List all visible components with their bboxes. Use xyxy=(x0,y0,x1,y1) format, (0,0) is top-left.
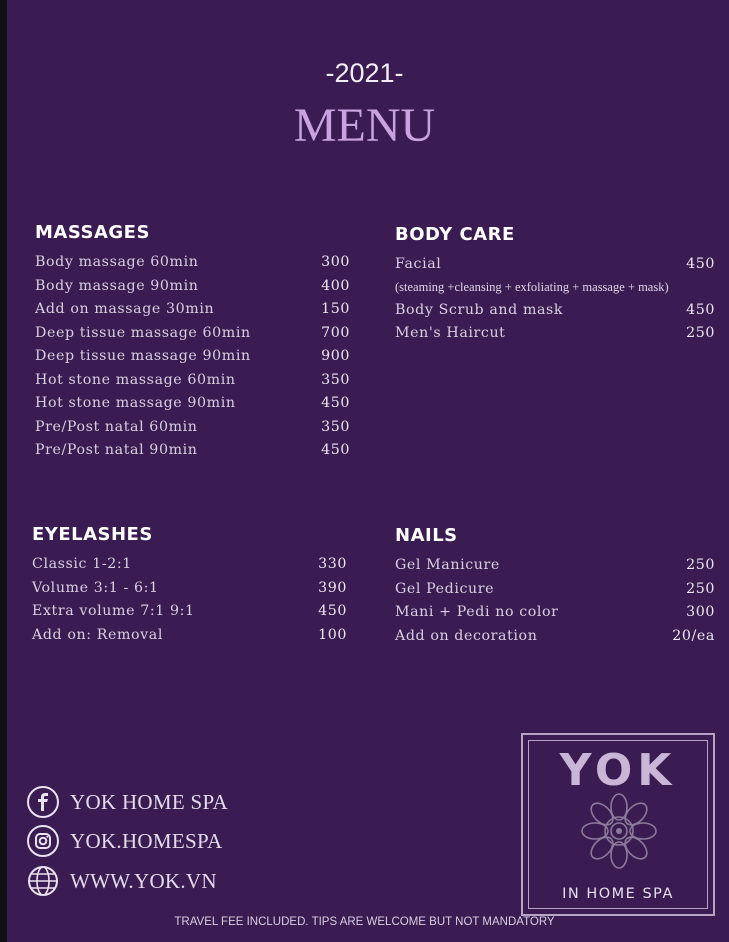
menu-item xyxy=(35,442,350,466)
item-price: 150 xyxy=(321,301,350,317)
nails-section xyxy=(395,525,715,651)
menu-item xyxy=(395,581,715,605)
item-name: Hot stone massage 60min xyxy=(35,371,236,388)
logo-subtitle: IN HOME SPA xyxy=(562,886,674,902)
item-price: 400 xyxy=(321,277,350,294)
menu-item xyxy=(32,603,347,627)
menu-item xyxy=(35,372,350,396)
item-price: 250 xyxy=(686,325,715,341)
item-price: 100 xyxy=(318,626,347,643)
eyelashes-section xyxy=(32,524,347,650)
item-name: Men's Haircut xyxy=(395,325,506,341)
item-name: Pre/Post natal 90min xyxy=(35,442,198,458)
item-price: 450 xyxy=(321,395,350,411)
body-care-section xyxy=(395,224,715,349)
item-price: 300 xyxy=(686,604,715,620)
massages-section xyxy=(35,222,350,466)
website-label: WWW.YOK.VN xyxy=(70,868,217,893)
item-price: 700 xyxy=(321,324,350,341)
item-name: Deep tissue massage 90min xyxy=(35,348,251,364)
body-care-heading: BODY CARE xyxy=(395,224,515,245)
menu-item xyxy=(395,325,715,349)
menu-item xyxy=(395,557,715,581)
item-name: Add on massage 30min xyxy=(35,301,215,317)
item-price: 450 xyxy=(686,301,715,318)
menu-item xyxy=(35,395,350,419)
item-name: Body Scrub and mask xyxy=(395,301,564,318)
social-website[interactable] xyxy=(27,865,217,897)
facial-note: (steaming +cleansing + exfoliating + massage + mask) xyxy=(395,279,669,294)
yok-logo xyxy=(521,733,715,916)
item-price: 450 xyxy=(318,603,347,619)
eyelashes-heading: EYELASHES xyxy=(32,524,153,545)
item-price: 250 xyxy=(686,580,715,597)
menu-item xyxy=(35,348,350,372)
menu-item xyxy=(32,580,347,604)
footer-note: TRAVEL FEE INCLUDED. TIPS ARE WELCOME BUT NOT MANDATORY xyxy=(174,916,555,928)
menu-item xyxy=(35,278,350,302)
item-name: Add on decoration xyxy=(395,627,538,644)
item-price: 330 xyxy=(318,556,347,572)
item-price: 20/ea xyxy=(672,627,715,644)
menu-item xyxy=(35,325,350,349)
item-name: Classic 1-2:1 xyxy=(32,556,132,572)
instagram-label: YOK.HOMESPA xyxy=(70,828,223,853)
massages-heading: MASSAGES xyxy=(35,222,150,243)
social-facebook[interactable] xyxy=(27,786,228,818)
item-name: Deep tissue massage 60min xyxy=(35,324,251,341)
menu-title: MENU xyxy=(293,99,436,152)
social-instagram[interactable] xyxy=(27,825,222,857)
item-name: Pre/Post natal 60min xyxy=(35,418,198,435)
menu-item xyxy=(35,301,350,325)
nails-heading: NAILS xyxy=(395,525,458,546)
facebook-label: YOK HOME SPA xyxy=(70,789,229,814)
menu-item xyxy=(395,628,715,652)
globe-icon xyxy=(27,865,59,897)
menu-item xyxy=(35,254,350,278)
item-name: Add on: Removal xyxy=(32,626,163,643)
menu-item xyxy=(32,556,347,580)
menu-item xyxy=(32,627,347,651)
item-name: Body massage 60min xyxy=(35,254,199,270)
item-name: Volume 3:1 - 6:1 xyxy=(32,579,159,596)
menu-item xyxy=(395,256,715,280)
item-name: Gel Pedicure xyxy=(395,580,495,597)
facebook-icon xyxy=(27,786,59,818)
item-price: 250 xyxy=(686,557,715,573)
menu-item xyxy=(395,302,715,326)
item-price: 450 xyxy=(321,442,350,458)
item-price: 450 xyxy=(686,256,715,272)
item-name: Body massage 90min xyxy=(35,277,199,294)
item-price: 300 xyxy=(321,254,350,270)
item-price: 900 xyxy=(321,348,350,364)
item-name: Gel Manicure xyxy=(395,557,500,573)
item-price: 350 xyxy=(321,371,350,388)
instagram-icon xyxy=(27,825,59,857)
item-name: Hot stone massage 90min xyxy=(35,395,236,411)
item-price: 390 xyxy=(318,579,347,596)
menu-item xyxy=(395,604,715,628)
mandala-icon xyxy=(581,793,657,869)
menu-item xyxy=(35,419,350,443)
item-name: Mani + Pedi no color xyxy=(395,604,559,620)
menu-year: -2021- xyxy=(325,58,404,88)
item-name: Facial xyxy=(395,256,442,272)
item-price: 350 xyxy=(321,418,350,435)
logo-brand: YOK xyxy=(559,745,677,796)
item-name: Extra volume 7:1 9:1 xyxy=(32,603,195,619)
